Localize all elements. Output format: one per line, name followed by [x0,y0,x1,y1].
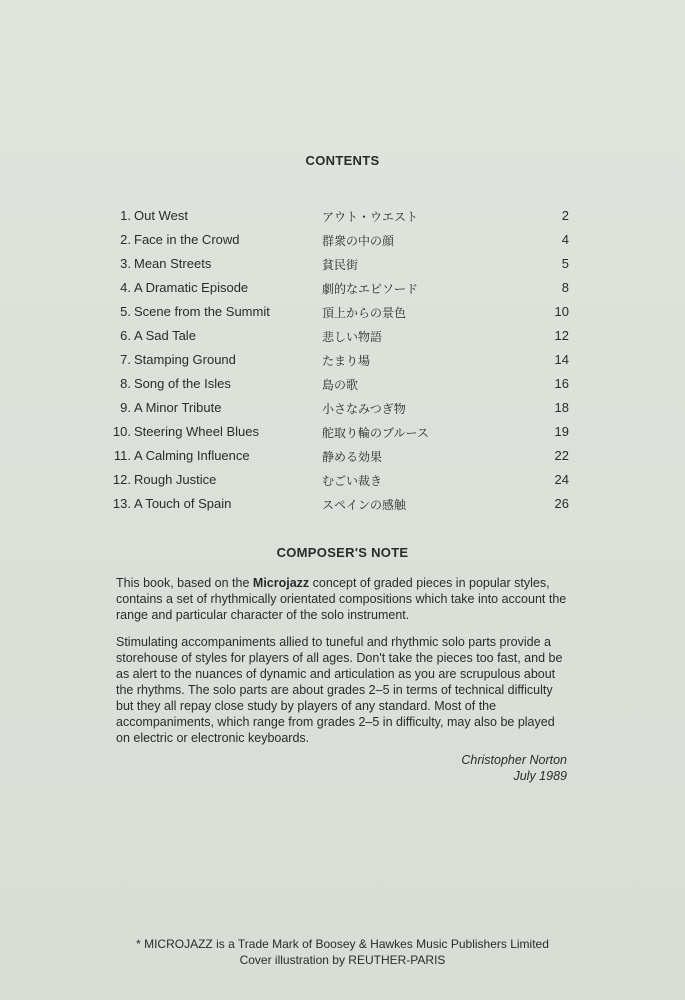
contents-item-title: A Calming Influence [134,448,250,463]
contents-item-page: 18 [554,400,569,415]
contents-item-japanese-title: 静める効果 [322,450,383,464]
contents-item-page: 14 [554,352,569,367]
contents-item-page: 26 [554,496,569,511]
contents-item-japanese-title: 悲しい物語 [322,330,383,344]
contents-item-title: Mean Streets [134,256,212,271]
footer [0,936,685,968]
contents-item-page: 12 [554,328,569,343]
note-paragraph-1 [116,575,572,623]
contents-item-page: 4 [561,232,569,247]
contents-item-number: 11. [113,448,131,463]
contents-item-number: 12. [112,472,131,487]
note-paragraph-1-start: This book, based on the [116,576,253,590]
note-paragraph-2: Stimulating accompaniments allied to tuneful and rhythmic solo parts provide a storehouse of styles for players of all ages. Don't take the pieces too fast, and be as alert to the nuances of dynamic and articulation as you are scrupulous about the rhythms. The solo parts are about grades 2–5 in terms of technical difficulty but they all repay close study by players of any standard. Most of the accompaniments, which range from grades 2–5 in difficulty, may also be played on electric or electronic keyboards. [116,635,563,745]
contents-item-japanese-title: アウト・ウエスト [322,210,419,224]
trademark-notice: * MICROJAZZ is a Trade Mark of Boosey & Hawkes Music Publishers Limited [136,937,549,951]
cover-credit: Cover illustration by REUTHER-PARIS [239,953,446,967]
contents-row [0,256,685,280]
note-date: July 1989 [513,769,567,783]
contents-item-number: 5. [120,304,131,319]
contents-item-japanese-title: 小さなみつぎ物 [322,402,406,416]
contents-item-japanese-title: 舵取り輪のブルース [322,426,429,440]
contents-item-japanese-title: 島の歌 [322,378,359,392]
contents-item-title: A Sad Tale [134,328,196,343]
contents-item-japanese-title: むごい裁き [322,474,383,488]
contents-row [0,496,685,520]
contents-row [0,280,685,304]
contents-item-page: 22 [554,448,569,463]
contents-heading: CONTENTS [305,153,380,168]
signature-block [461,752,567,784]
contents-row [0,448,685,472]
contents-row [0,304,685,328]
contents-item-number: 2. [120,232,131,247]
note-paragraph-1-end: concept of graded pieces in popular styles, contains a set of rhythmically orientated compositions which take into account the range and particular character of the solo instrument. [116,576,567,622]
contents-item-page: 8 [561,280,569,295]
contents-item-number: 4. [120,280,131,295]
author-name: Christopher Norton [461,753,567,767]
contents-item-title: Stamping Ground [134,352,236,367]
contents-item-page: 10 [554,304,569,319]
contents-row [0,232,685,256]
contents-item-japanese-title: 群衆の中の顔 [322,234,395,248]
contents-row [0,352,685,376]
contents-row [0,472,685,496]
contents-item-number: 3. [120,256,131,271]
contents-item-japanese-title: 頂上からの景色 [322,306,407,320]
composers-note-heading: COMPOSER'S NOTE [276,545,409,560]
contents-item-number: 1. [120,208,131,223]
contents-item-number: 7. [120,352,131,367]
contents-item-title: Face in the Crowd [134,232,240,247]
contents-row [0,424,685,448]
contents-item-title: Steering Wheel Blues [134,424,260,439]
contents-row [0,400,685,424]
contents-item-title: Rough Justice [134,472,217,487]
contents-item-title: A Touch of Spain [134,496,232,511]
contents-item-page: 24 [554,472,569,487]
contents-row [0,208,685,232]
contents-item-japanese-title: 貧民街 [322,258,359,272]
contents-item-number: 9. [120,400,131,415]
contents-item-title: Out West [134,208,188,223]
contents-row [0,376,685,400]
contents-item-number: 10. [112,424,131,439]
contents-item-number: 13. [112,496,131,511]
contents-item-japanese-title: 劇的なエピソード [322,282,419,296]
contents-row [0,328,685,352]
contents-item-number: 6. [120,328,131,343]
contents-item-title: Scene from the Summit [134,304,270,319]
contents-item-number: 8. [120,376,131,391]
contents-item-title: A Dramatic Episode [134,280,249,295]
microjazz-term: Microjazz [252,576,310,590]
contents-item-page: 5 [561,256,569,271]
contents-item-title: Song of the Isles [134,376,231,391]
contents-item-title: A Minor Tribute [134,400,222,415]
contents-item-page: 16 [554,376,569,391]
contents-item-japanese-title: たまり場 [322,354,371,368]
contents-item-page: 2 [561,208,569,223]
contents-item-japanese-title: スペインの感触 [322,498,407,512]
contents-item-page: 19 [554,424,569,439]
